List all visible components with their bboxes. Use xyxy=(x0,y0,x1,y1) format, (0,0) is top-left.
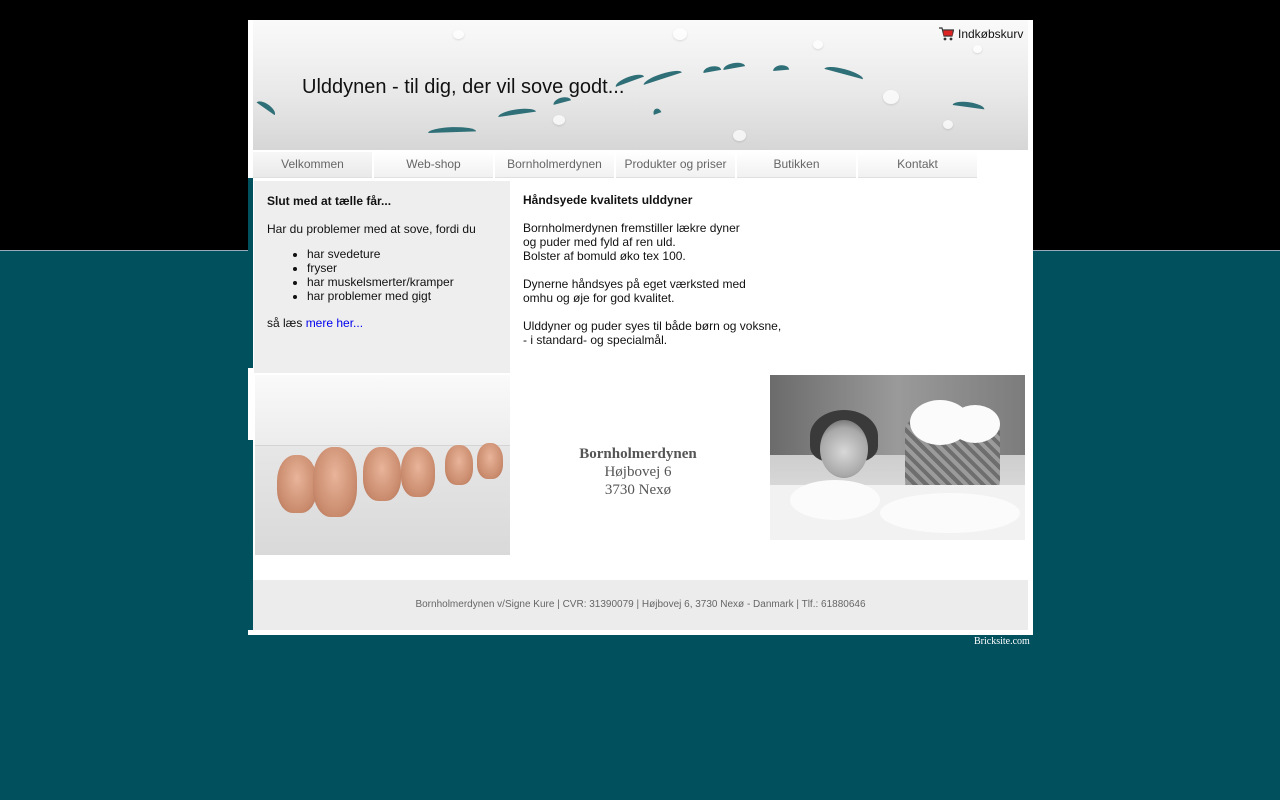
feather-decoration xyxy=(824,64,864,79)
text-line: - i standard- og specialmål. xyxy=(523,333,668,347)
wool xyxy=(950,405,1000,443)
sidebar-intro: Har du problemer med at sove, fordi du xyxy=(267,222,476,236)
feather-decoration xyxy=(773,65,789,71)
face xyxy=(820,420,868,478)
feather-decoration xyxy=(257,98,278,115)
text-line: Bolster af bomuld øko tex 100. xyxy=(523,249,686,263)
list-item: • har problemer med gigt xyxy=(307,289,454,303)
cart-label: Indkøbskurv xyxy=(958,27,1024,41)
foot xyxy=(277,455,317,513)
street-address: Højbovej 6 xyxy=(604,464,672,480)
content-paragraph xyxy=(523,221,1023,263)
droplet xyxy=(943,120,953,129)
main-content xyxy=(523,193,1023,361)
feather-decoration xyxy=(652,107,661,114)
header-banner xyxy=(253,20,1028,150)
nav-item-velkommen[interactable]: Velkommen xyxy=(253,152,372,178)
text-line: Ulddyner og puder syes til både børn og voksne, xyxy=(523,319,782,333)
footer: Bornholmerdynen v/Signe Kure | CVR: 31390079 | Højbovej 6, 3730 Nexø - Danmark | Tlf.: 61880646 xyxy=(253,580,1028,630)
feather-decoration xyxy=(723,61,746,70)
droplet xyxy=(673,28,687,40)
content-paragraph xyxy=(523,319,1023,347)
feather-decoration xyxy=(498,107,536,117)
site-title: Ulddynen - til dig, der vil sove godt... xyxy=(302,76,625,98)
read-more-line xyxy=(267,316,363,330)
shopping-cart-icon xyxy=(939,27,954,41)
feather-decoration xyxy=(428,126,476,133)
nav-item-butikken[interactable]: Butikken xyxy=(737,152,856,178)
list-item: • fryser xyxy=(307,261,454,275)
nav-item-produkter-og-priser[interactable]: Produkter og priser xyxy=(616,152,735,178)
text-line: Bornholmerdynen fremstiller lækre dyner xyxy=(523,221,740,235)
droplet xyxy=(883,90,899,104)
duvet xyxy=(255,375,510,446)
woman-with-wool-photo xyxy=(770,375,1025,540)
left-accent-strip xyxy=(248,178,253,368)
sidebar-heading: Slut med at tælle får... xyxy=(267,194,392,208)
droplet xyxy=(733,130,746,141)
text-line: og puder med fyld af ren uld. xyxy=(523,235,676,249)
content-heading: Håndsyede kvalitets ulddyner xyxy=(523,193,693,207)
business-name: Bornholmerdynen xyxy=(579,446,697,462)
credit-link[interactable]: Bricksite.com xyxy=(974,636,1030,647)
wool xyxy=(790,480,880,520)
foot xyxy=(445,445,473,485)
feet-under-duvet-photo xyxy=(255,375,510,555)
feather-decoration xyxy=(642,68,682,85)
foot xyxy=(401,447,435,497)
address-block xyxy=(510,445,766,499)
foot xyxy=(363,447,401,501)
content-paragraph xyxy=(523,277,1023,305)
droplet xyxy=(973,45,982,53)
wool xyxy=(880,493,1020,533)
cart-link[interactable] xyxy=(939,26,1023,42)
nav-item-bornholmerdynen[interactable]: Bornholmerdynen xyxy=(495,152,614,178)
list-item: • har muskelsmerter/kramper xyxy=(307,275,454,289)
nav-item-kontakt[interactable]: Kontakt xyxy=(858,152,977,178)
list-item: • har svedeture xyxy=(307,247,454,261)
foot xyxy=(477,443,503,479)
text-line: omhu og øje for god kvalitet. xyxy=(523,291,675,305)
sidebar-box xyxy=(254,181,510,373)
page-container xyxy=(248,20,1033,635)
foot xyxy=(313,447,357,517)
nav-item-web-shop[interactable]: Web-shop xyxy=(374,152,493,178)
feather-decoration xyxy=(703,65,722,73)
read-more-prefix: så læs xyxy=(267,316,303,330)
text-line: Dynerne håndsyes på eget værksted med xyxy=(523,277,746,291)
droplet xyxy=(453,30,464,39)
read-more-link[interactable]: mere her... xyxy=(305,316,364,330)
droplet xyxy=(813,40,823,49)
feather-decoration xyxy=(953,100,985,109)
main-navigation xyxy=(253,152,1028,178)
city-address: 3730 Nexø xyxy=(604,482,672,498)
symptom-list xyxy=(267,247,454,303)
droplet xyxy=(553,115,565,125)
